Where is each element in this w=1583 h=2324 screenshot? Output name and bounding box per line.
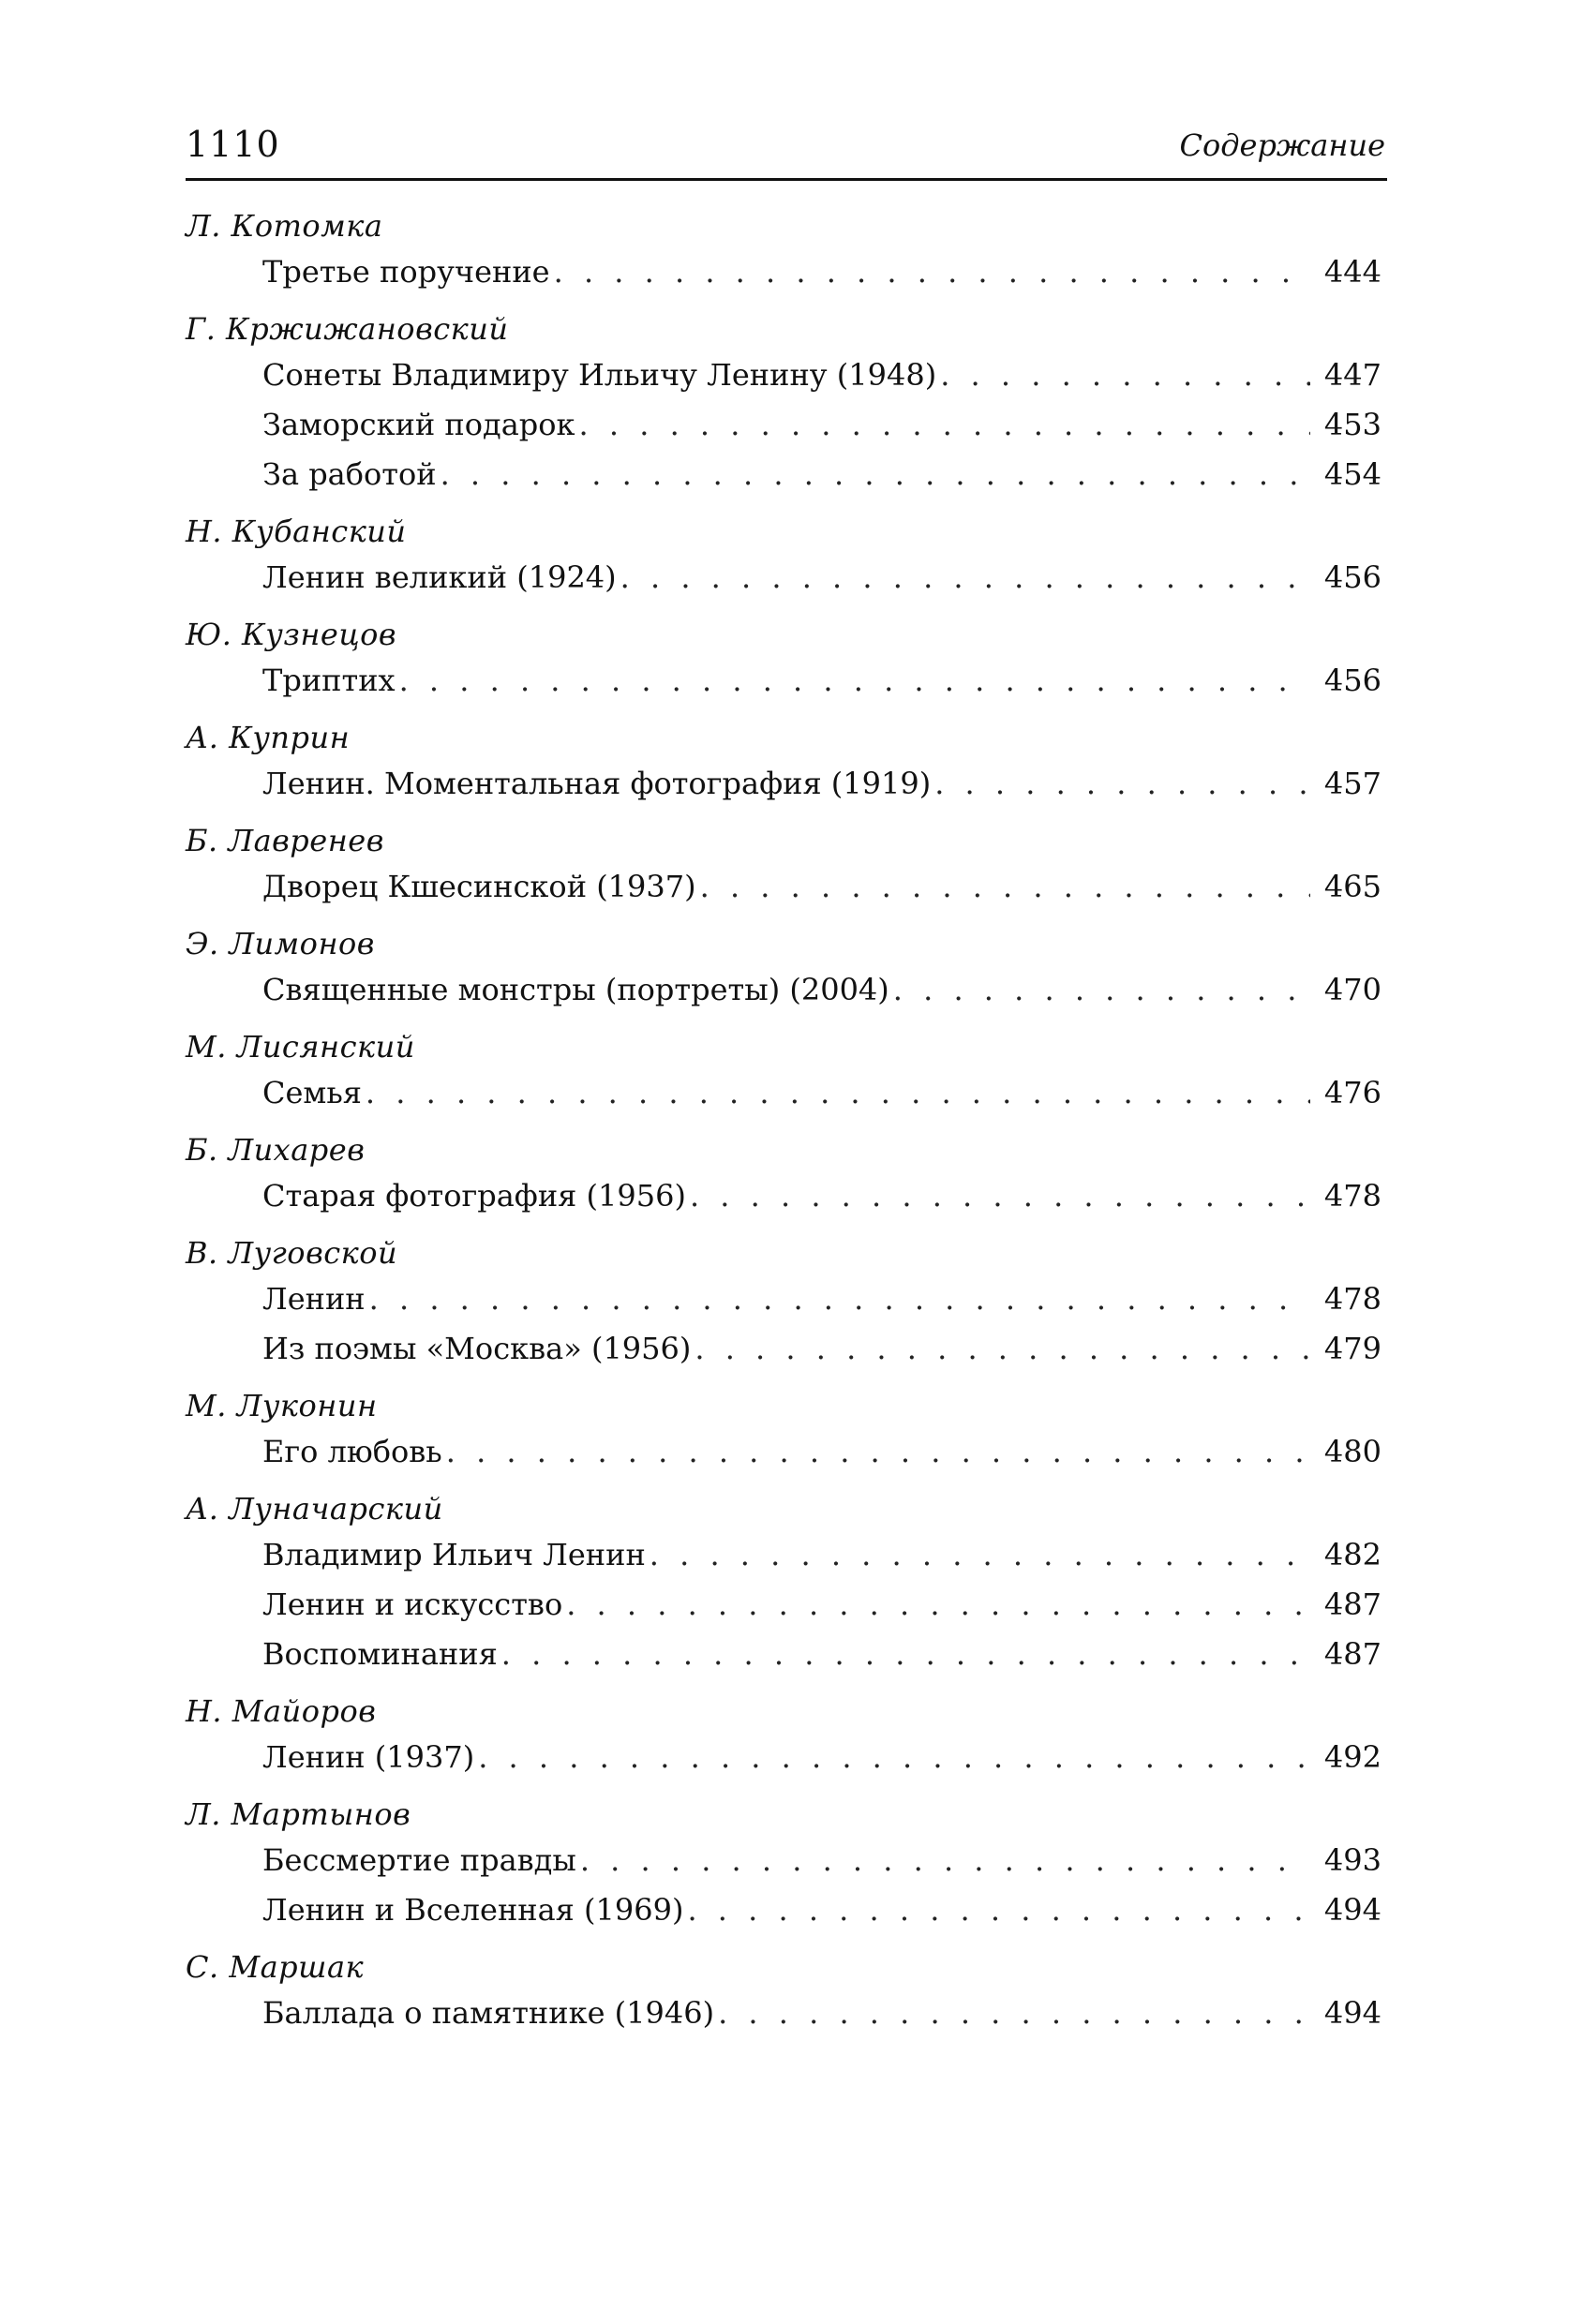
entry-title: Третье поручение [262, 254, 550, 290]
author-block [186, 716, 1387, 809]
toc-entry[interactable] [262, 759, 1387, 809]
author-name: М. Лисянский [186, 1029, 415, 1065]
entry-title: Ленин. Моментальная фотография (1919) [262, 766, 932, 801]
entry-page-number: 493 [1323, 1842, 1381, 1878]
entry-title: Семья [262, 1075, 362, 1110]
entry-page-number: 494 [1323, 1892, 1381, 1928]
dot-leader [366, 1068, 1310, 1118]
entry-title: Старая фотография (1956) [262, 1178, 686, 1214]
dot-leader [650, 1530, 1310, 1580]
toc-entry[interactable] [262, 247, 1387, 297]
entry-title: Баллада о памятнике (1946) [262, 1995, 715, 2031]
dot-leader [934, 759, 1310, 809]
entry-page-number: 478 [1323, 1281, 1381, 1317]
author-block [186, 922, 1387, 1015]
toc-entry[interactable] [262, 1733, 1387, 1782]
dot-leader [580, 1836, 1310, 1885]
entry-page-number: 478 [1323, 1178, 1381, 1214]
author-name: А. Луначарский [186, 1491, 443, 1527]
entry-title: Его любовь [262, 1434, 442, 1469]
entry-page-number: 487 [1323, 1636, 1381, 1672]
dot-leader [893, 965, 1310, 1015]
author-block [186, 1690, 1387, 1782]
author-name: Б. Лихарев [186, 1132, 366, 1168]
table-of-contents [186, 204, 1387, 2048]
toc-entry[interactable] [262, 1068, 1387, 1118]
entry-page-number: 480 [1323, 1434, 1381, 1469]
entry-page-number: 453 [1323, 407, 1381, 442]
toc-entry[interactable] [262, 965, 1387, 1015]
entry-title: Ленин и искусство [262, 1587, 563, 1622]
toc-entry[interactable] [262, 350, 1387, 400]
toc-entry[interactable] [262, 1989, 1387, 2038]
entry-title: Заморский подарок [262, 407, 575, 442]
toc-entry[interactable] [262, 1580, 1387, 1630]
entry-title: Дворец Кшесинской (1937) [262, 869, 696, 904]
author-name: Ю. Кузнецов [186, 617, 397, 652]
author-block [186, 1384, 1387, 1477]
entry-page-number: 476 [1323, 1075, 1381, 1110]
entry-page-number: 479 [1323, 1331, 1381, 1366]
entry-title: Сонеты Владимиру Ильичу Ленину (1948) [262, 357, 937, 393]
toc-entry[interactable] [262, 1274, 1387, 1324]
dot-leader [687, 1885, 1310, 1935]
toc-entry[interactable] [262, 1530, 1387, 1580]
entry-title: За работой [262, 456, 437, 492]
author-block [186, 1025, 1387, 1118]
author-block [186, 1793, 1387, 1935]
entry-page-number: 487 [1323, 1587, 1381, 1622]
dot-leader [446, 1427, 1310, 1477]
entry-page-number: 492 [1323, 1739, 1381, 1775]
toc-entry[interactable] [262, 1630, 1387, 1679]
author-name: Н. Кубанский [186, 514, 407, 549]
entry-page-number: 456 [1323, 663, 1381, 698]
author-name: С. Маршак [186, 1949, 365, 1985]
entry-title: Триптих [262, 663, 396, 698]
entry-page-number: 457 [1323, 766, 1381, 801]
toc-entry[interactable] [262, 400, 1387, 450]
dot-leader [369, 1274, 1310, 1324]
dot-leader [554, 247, 1310, 297]
dot-leader [940, 350, 1310, 400]
entry-page-number: 456 [1323, 559, 1381, 595]
toc-entry[interactable] [262, 553, 1387, 603]
author-block [186, 613, 1387, 706]
author-name: Л. Мартынов [186, 1796, 411, 1832]
author-block [186, 1945, 1387, 2038]
dot-leader [718, 1989, 1310, 2038]
toc-entry[interactable] [262, 862, 1387, 912]
entry-page-number: 482 [1323, 1537, 1381, 1572]
running-title: Содержание [1179, 127, 1385, 163]
author-name: Н. Майоров [186, 1693, 377, 1729]
dot-leader [579, 400, 1310, 450]
entry-page-number: 444 [1323, 254, 1381, 290]
page-header [186, 120, 1387, 181]
dot-leader [620, 553, 1310, 603]
entry-page-number: 470 [1323, 972, 1381, 1007]
entry-title: Из поэмы «Москва» (1956) [262, 1331, 692, 1366]
author-name: М. Луконин [186, 1388, 378, 1423]
dot-leader [690, 1171, 1310, 1221]
toc-entry[interactable] [262, 1427, 1387, 1477]
entry-page-number: 454 [1323, 456, 1381, 492]
entry-title: Ленин и Вселенная (1969) [262, 1892, 684, 1928]
author-block [186, 1231, 1387, 1374]
dot-leader [694, 1324, 1310, 1374]
entry-title: Бессмертие правды [262, 1842, 576, 1878]
author-name: Э. Лимонов [186, 926, 375, 961]
author-block [186, 1487, 1387, 1679]
author-name: Б. Лавренев [186, 823, 384, 858]
author-name: А. Куприн [186, 720, 351, 755]
author-block [186, 204, 1387, 297]
entry-title: Ленин [262, 1281, 366, 1317]
page-number: 1110 [186, 124, 280, 165]
toc-entry[interactable] [262, 656, 1387, 706]
entry-page-number: 465 [1323, 869, 1381, 904]
dot-leader [478, 1733, 1310, 1782]
entry-title: Владимир Ильич Ленин [262, 1537, 646, 1572]
dot-leader [700, 862, 1310, 912]
toc-entry[interactable] [262, 1324, 1387, 1374]
toc-entry[interactable] [262, 1836, 1387, 1885]
dot-leader [441, 450, 1310, 499]
toc-entry[interactable] [262, 450, 1387, 499]
author-name: Г. Кржижановский [186, 311, 509, 347]
entry-title: Воспоминания [262, 1636, 498, 1672]
author-block [186, 819, 1387, 912]
author-block [186, 1128, 1387, 1221]
entry-title: Ленин (1937) [262, 1739, 475, 1775]
dot-leader [399, 656, 1310, 706]
toc-entry[interactable] [262, 1885, 1387, 1935]
author-block [186, 510, 1387, 603]
entry-page-number: 447 [1323, 357, 1381, 393]
author-name: В. Луговской [186, 1235, 398, 1271]
entry-title: Священные монстры (портреты) (2004) [262, 972, 889, 1007]
toc-entry[interactable] [262, 1171, 1387, 1221]
entry-page-number: 494 [1323, 1995, 1381, 2031]
dot-leader [501, 1630, 1310, 1679]
dot-leader [566, 1580, 1310, 1630]
entry-title: Ленин великий (1924) [262, 559, 617, 595]
author-name: Л. Котомка [186, 208, 383, 244]
author-block [186, 307, 1387, 499]
